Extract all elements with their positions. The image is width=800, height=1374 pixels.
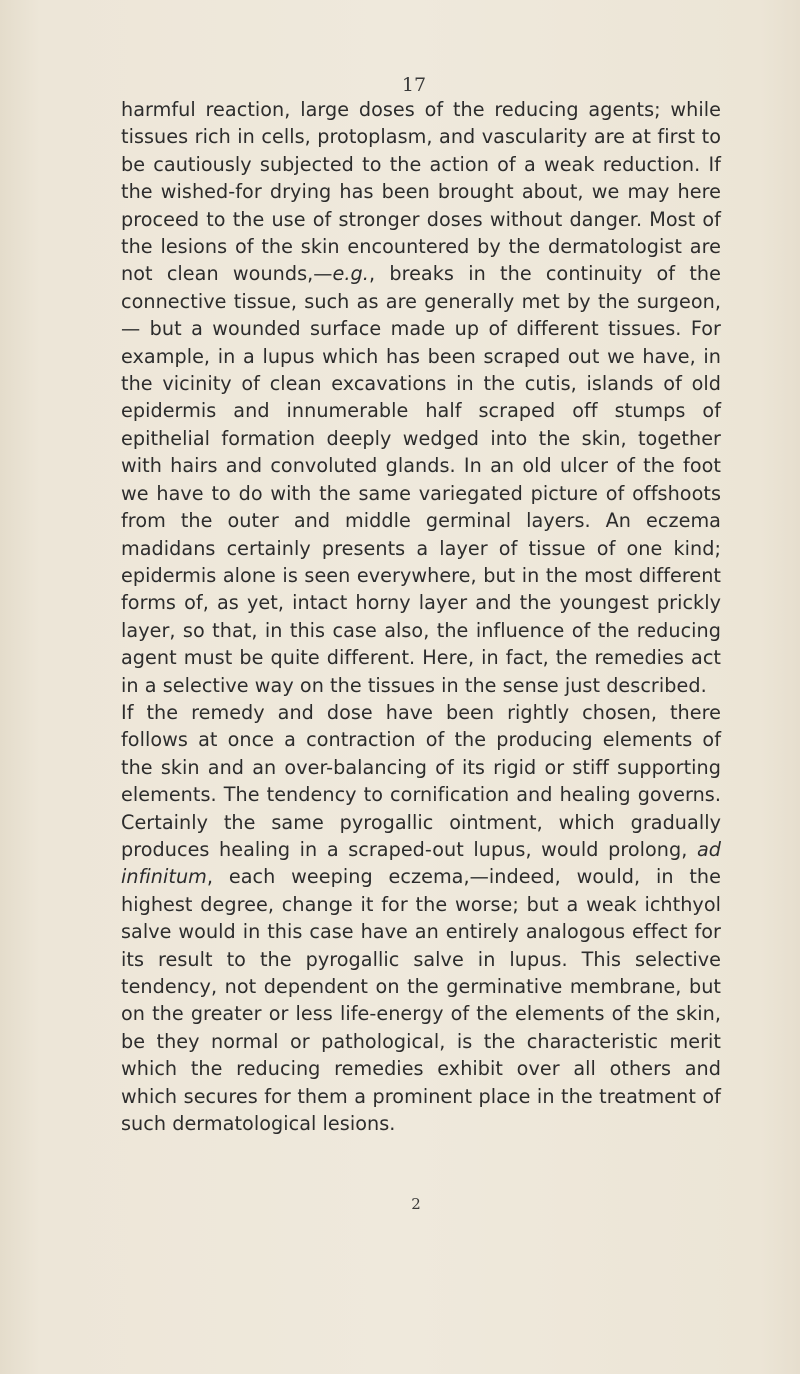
paragraph-1-text-b: , breaks in the continuity of the connective tissue, such as are generally met by the surgeon,— but a wounded surface made up of different tissues. For example, in a lupus which has been scraped out we have, in the vicinity of clean excavations in the cutis, islands of old epidermis and innumerable half scraped off stumps of epithelial formation deeply wedged into the skin, together with hairs and convoluted glands. In an old ulcer of the foot we have to do with the same variegated picture of offshoots from the outer and middle germinal layers. An eczema madidans certainly presents a layer of tissue of one kind; epidermis alone is seen everywhere, but in the most different forms of, as yet, intact horny layer and the youngest prickly layer, so that, in this case also, the influence of the reducing agent must be quite different. Here, in fact, the remedies act in a selective way on the tissues in the sense just described. <box>121 262 721 697</box>
paragraph-2-italic-ad-infinitum: ad infinitum <box>121 837 721 889</box>
paragraph-1-italic-eg: e.g. <box>332 262 369 286</box>
paragraph-1-text-a: harmful reaction, large doses of the reducing agents; while tissues rich in cells, protoplasm, and vascularity are at first to be cautiously subjected to the action of a weak reduction. If the wished-for drying has been brought about, we may here proceed to the use of stronger doses without danger. Most of the lesions of the skin encountered by the dermatologist are not clean wounds,— <box>121 98 721 286</box>
paragraph-2 <box>121 699 721 1138</box>
page-number-bottom: 2 <box>411 1195 421 1213</box>
paragraph-2-text-b: , each weeping eczema,—indeed, would, in the highest degree, change it for the worse; but a weak ichthyol salve would in this case have an entirely analogous effect for its result to the pyrogallic salve in lupus. This selective tendency, not dependent on the germinative membrane, but on the greater or less life-energy of the elements of the skin, be they normal or pathological, is the characteristic merit which the reducing remedies exhibit over all others and which secures for them a prominent place in the treatment of such dermatological lesions. <box>121 865 721 1136</box>
paragraph-2-text-a: If the remedy and dose have been rightly chosen, there follows at once a contraction of the producing elements of the skin and an over-balancing of its rigid or stiff supporting elements. The tendency to cornification and healing governs. Certainly the same pyrogallic ointment, which gradually produces healing in a scraped-out lupus, would prolong, <box>121 700 721 861</box>
page-number-top: 17 <box>401 74 427 96</box>
paragraph-1 <box>121 96 721 699</box>
body-text <box>121 96 721 1137</box>
